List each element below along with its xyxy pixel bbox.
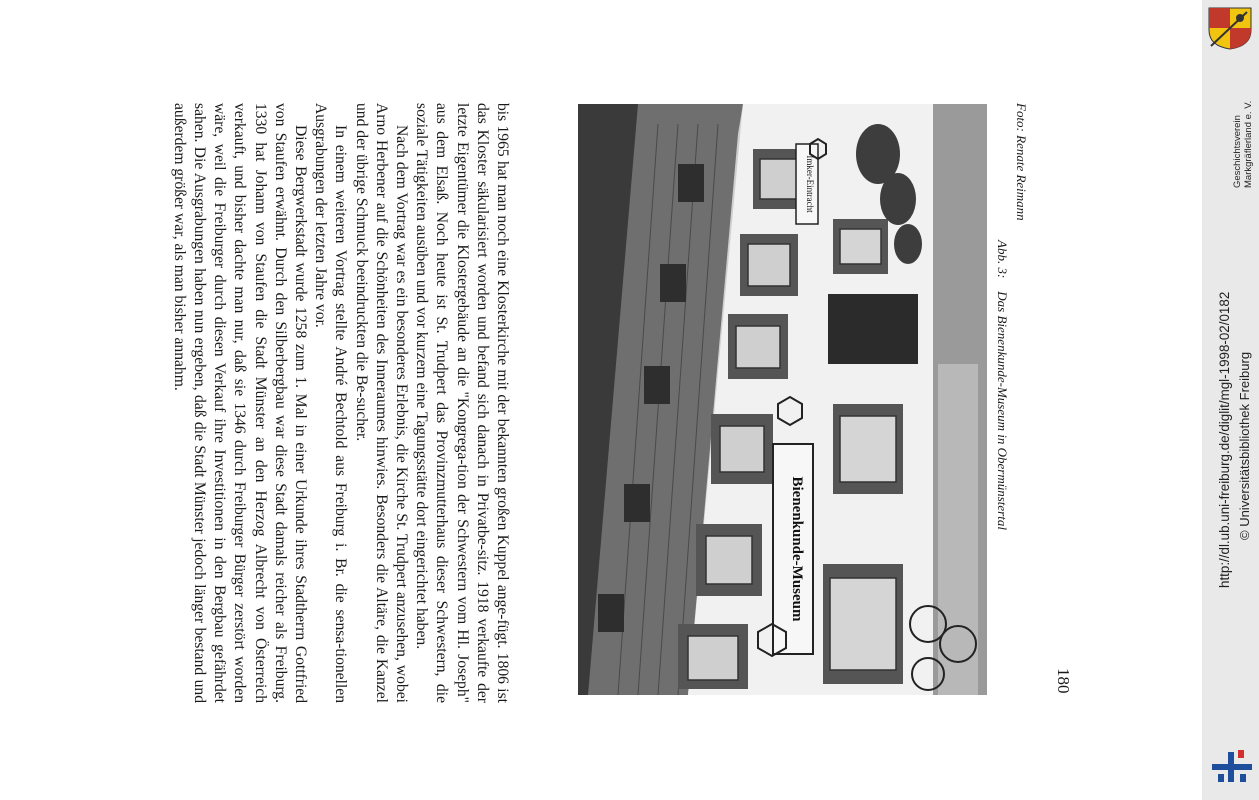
paragraph-2: Nach dem Vortrag war es ein besonderes Erlebnis, die Kirche St. Trudpert anzusehen, wobei Arno Herbener auf die Schönheiten des Inneraumes hinwies. Besonders die Altäre, die Kanzel und der übrige Schmuck beeindruckten die Be-sucher. xyxy=(352,103,410,703)
paragraph-4: Diese Bergwerkstadt wurde 1258 zum 1. Mal in einer Urkunde ihres Stadtherrn Gottfried von Staufen erwähnt. Durch den Silberbergbau war diese Stadt damals reicher als Freiburg. 1330 hat Johann von Staufen die Stadt Münster an den Herzog Albrecht von Österreich verkauft, und bisher dachte man nur, daß sie 1346 durch Freiburger Bürger zerstört worden wäre, weil die Freiburger durch diesen Verkauf ihre Investitionen in den Bergbau gefährdet sahen. Die Ausgrabungen haben nun ergeben, daß die Stadt Münster jedoch länger bestand und außerdem größer war, als man bisher annahm. xyxy=(170,103,309,703)
document-url-link[interactable]: http://dl.ub.uni-freiburg.de/diglit/mgl-1998-02/0182 xyxy=(1217,291,1232,588)
paragraph-1: bis 1965 hat man noch eine Klosterkirche mit der bekannten großen Kuppel ange-fügt. 1806 ist das Kloster säkularisiert worden und befand sich danach in Privatbe-sitz. 1918 verkaufte der letzte Eigentümer die Klostergebäude an die "Kongrega-tion der Schwestern vom Hl. Joseph" aus dem Elsaß. Noch heute ist St. Trudpert das Provinzmutterhaus dieser Schwestern, die soziale Tätigkeiten ausüben und vor kurzem eine Tagungsstätte dort eingerichtet haben. xyxy=(413,103,511,703)
society-name xyxy=(1232,101,1254,188)
copyright-notice: © Universitätsbibliothek Freiburg xyxy=(1237,351,1252,540)
museum-photo xyxy=(578,104,987,695)
society-line-2: Markgräflerland e. V. xyxy=(1243,100,1254,188)
photo-credit: Foto: Renate Reimann xyxy=(1014,103,1029,221)
society-crest-icon xyxy=(1207,6,1253,50)
caption-label: Abb. 3: xyxy=(995,240,1010,279)
society-line-1: Geschichtsverein xyxy=(1232,115,1243,188)
university-library-logo-icon xyxy=(1210,748,1254,786)
body-text xyxy=(169,103,512,703)
page-number: 180 xyxy=(1054,668,1073,694)
association-sign: Imker-Eintracht xyxy=(805,155,815,213)
museum-sign: Bienenkunde-Museum xyxy=(789,476,805,622)
caption-text: Das Bienenkunde-Museum in Obermünstertal xyxy=(995,291,1010,530)
paragraph-3: In einem weiteren Vortrag stellte André Bechtold aus Freiburg i. Br. die sensa-tionellen Ausgrabungen der letzten Jahre vor. xyxy=(312,103,350,703)
photo-caption xyxy=(994,240,1010,700)
